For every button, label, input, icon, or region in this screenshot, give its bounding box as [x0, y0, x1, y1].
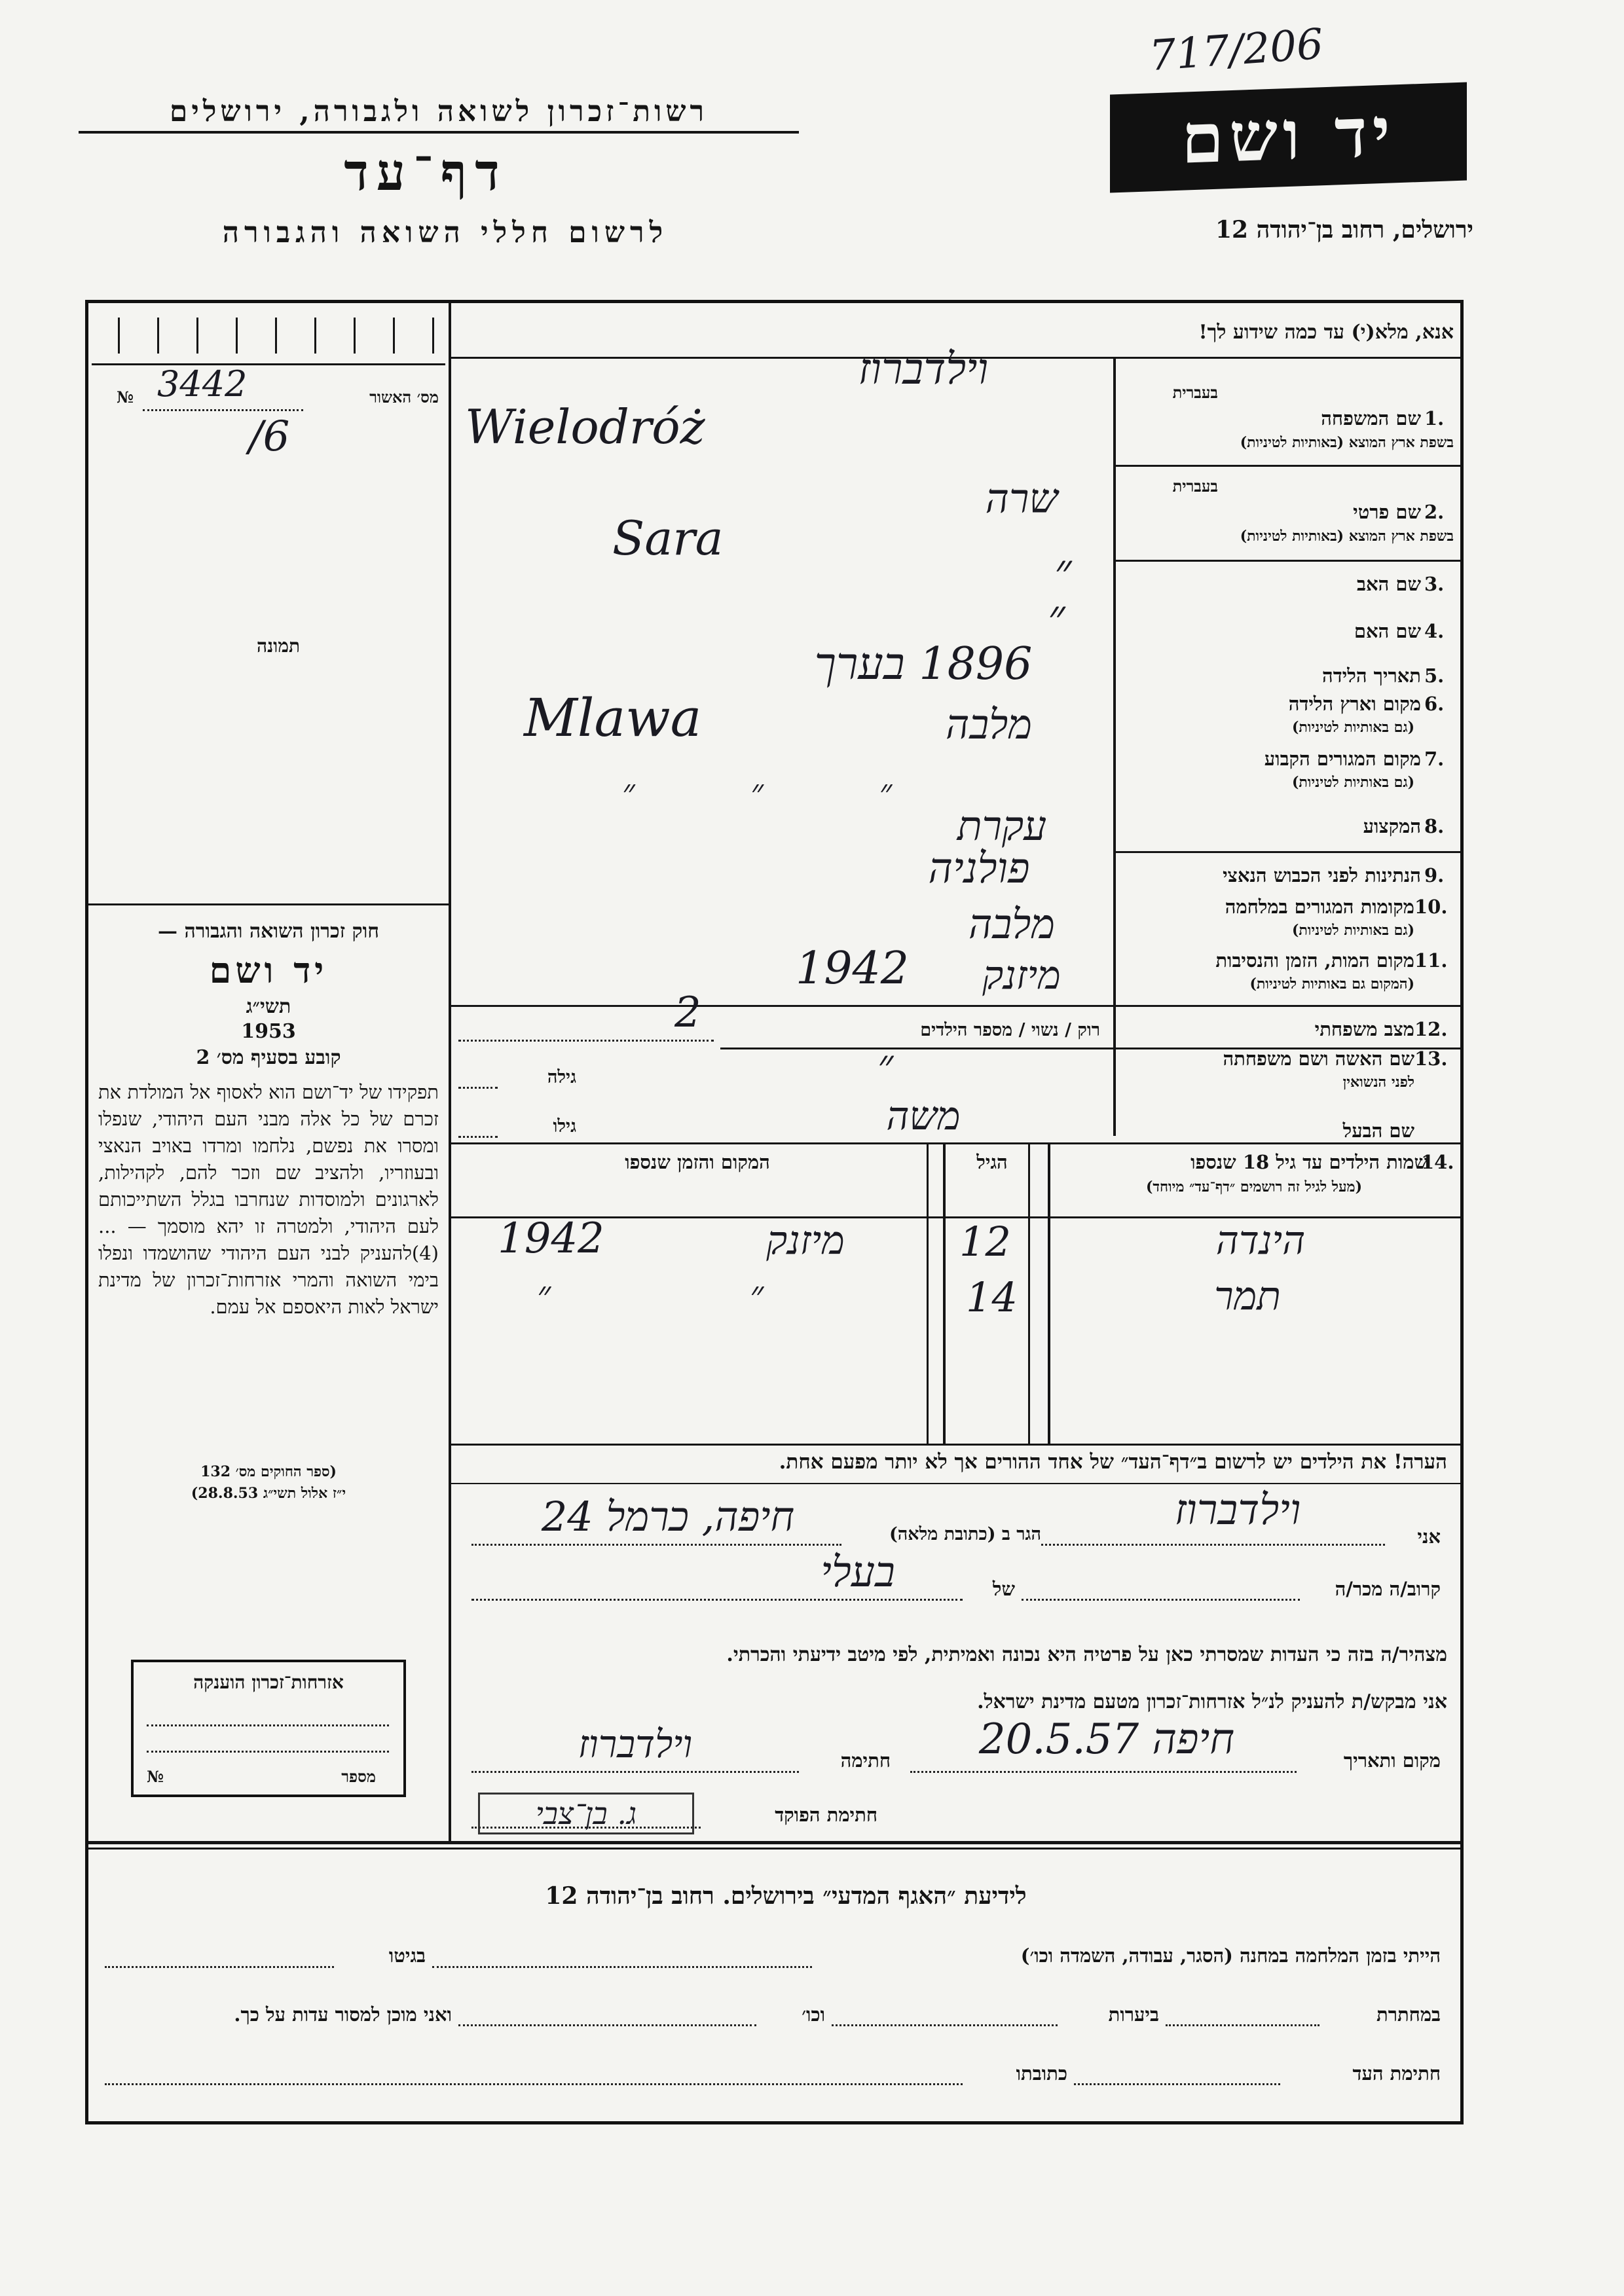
info-witness-signature: חתימת העד	[1352, 2062, 1441, 2085]
official-stamp: ג. בן־צבי	[478, 1793, 694, 1834]
birth-date: 1896 בערך	[814, 638, 1033, 690]
authority-name: רשות־זכרון לשואה ולגבורה, ירושלים	[169, 95, 709, 128]
info-line2-field-a	[1166, 2024, 1320, 2026]
husband-age-line	[458, 1136, 498, 1138]
field-13-sub: לפני הנשואין	[1342, 1074, 1414, 1091]
info-line2-field-c	[458, 2024, 756, 2026]
info-line1-label: הייתי בזמן המלחמה במחנה (הסגר, עבודה, השמדה וכו׳)	[1020, 1944, 1441, 1967]
note-rule	[451, 1483, 1460, 1484]
signature-label: חתימה	[840, 1749, 891, 1772]
row-husband-rule	[451, 1142, 1460, 1144]
label-column-divider	[1113, 357, 1116, 1136]
info-separator-top	[88, 1841, 1460, 1844]
archive-number: 717/206	[1147, 20, 1325, 81]
mother-name: ״	[1048, 589, 1065, 643]
field-13-num: 13.	[1414, 1048, 1448, 1070]
info-line3-field-a	[1074, 2083, 1280, 2085]
info-line3-field-b	[105, 2083, 963, 2085]
info-willing: ואני מוכן למסור עדות על כך.	[234, 2003, 452, 2026]
relation: בעלי	[821, 1548, 895, 1597]
field-11-sub: (המקום גם באותיות לטיניות)	[1249, 975, 1414, 993]
info-line1-end: בגיטו	[388, 1944, 426, 1967]
child-2-name: תמר	[1214, 1273, 1281, 1319]
children-col-1	[1048, 1144, 1050, 1446]
children-col-4	[927, 1144, 929, 1446]
child-2-place: ״	[750, 1273, 764, 1316]
field-3-num: 3.	[1424, 573, 1445, 595]
field-1-num: 1.	[1424, 407, 1445, 429]
death-year: 1942	[796, 943, 910, 994]
child-1-name: הינדה	[1215, 1218, 1306, 1264]
field-8-num: 8.	[1424, 815, 1445, 837]
law-ref-2: י״ז אלול תשי״ג 28.8.53)	[191, 1485, 346, 1502]
death-place: מיזנק	[982, 953, 1061, 998]
info-title: לידיעת ״האגף המדעי״ בירושלים. רחוב בן־יהודה 12	[545, 1882, 1027, 1910]
children-num: 14.	[1421, 1151, 1454, 1173]
child-2-year: ״	[537, 1273, 551, 1316]
citizenship-box	[131, 1660, 406, 1797]
field-11-label: מקום המות, הזמן והנסיבות	[1215, 949, 1414, 972]
address: ירושלים, רחוב בן־יהודה 12	[1215, 216, 1473, 244]
place-date: חיפה 20.5.57	[978, 1715, 1235, 1764]
field-11-num: 11.	[1414, 949, 1448, 972]
children-col-2	[1028, 1144, 1030, 1446]
child-1-age: 12	[959, 1218, 1011, 1266]
form-intro: אנא, מלא(י) עד כמה שידוע לך!	[1198, 321, 1454, 344]
info-line2-field-b	[832, 2024, 1058, 2026]
children-col-3	[943, 1144, 946, 1446]
declarant-name: וילדברוז	[1174, 1486, 1301, 1535]
field-7-num: 7.	[1424, 748, 1445, 770]
children-bottom-rule	[451, 1444, 1460, 1446]
law-year-heb: תשי״ג	[246, 995, 291, 1018]
child-2-age: 14	[966, 1273, 1018, 1321]
first-name-latin: Sara	[612, 511, 724, 566]
father-name: ״	[1054, 543, 1072, 597]
residence-value: ״ ״ ״	[622, 773, 945, 812]
i-label: אני	[1417, 1525, 1441, 1548]
relative-line	[1022, 1599, 1300, 1601]
wife-age-label: גילה	[547, 1067, 576, 1087]
cert-number: 3442	[157, 363, 248, 405]
field-12-label: מצב משפחתי	[1314, 1018, 1414, 1040]
cert-no-sign: №	[117, 388, 134, 407]
wartime-residence-value: מלבה	[969, 900, 1055, 948]
surname-hebrew: וילדברוז	[858, 344, 989, 394]
photo-box-rule	[88, 903, 449, 905]
field-10-num: 10.	[1414, 896, 1448, 918]
field-13-label: שם האשה ושם משפחתה	[1223, 1048, 1414, 1070]
law-clause: קובע בסעיף מס׳ 2	[196, 1046, 341, 1069]
field-10-label: מקומות המגורים במלחמה	[1225, 896, 1414, 918]
residing-label: הגר ב (כתובת מלאה)	[889, 1524, 1041, 1544]
relation-line	[471, 1599, 963, 1601]
field-10-sub: (גם באותיות לטיניות)	[1291, 922, 1414, 939]
children-title: שמות הילדים עד גיל 18 שנספו	[1190, 1151, 1428, 1173]
husband-age-label: גילו	[553, 1116, 576, 1137]
field-7-label: מקום המגורים הקבוע	[1264, 748, 1421, 770]
row-11-rule	[451, 1005, 1460, 1007]
cert-sub: /6	[249, 412, 290, 461]
logo-text: יד ושם	[1181, 91, 1395, 179]
form-subtitle: לרשום חללי השואה והגבורה	[222, 216, 669, 249]
law-name: יד ושם	[209, 949, 328, 991]
request-text: אני מבקש/ת להעניק לנ״ל אזרחות־זכרון מטעם מדינת ישראל.	[977, 1690, 1447, 1713]
header-rule	[79, 131, 799, 134]
field-9-num: 9.	[1424, 864, 1445, 886]
row-8-rule	[1113, 851, 1460, 853]
place-date-label: מקום ותאריך	[1343, 1749, 1441, 1772]
field-9-label: הנתינות לפני הכבוש הנאצי	[1223, 864, 1421, 886]
in-hebrew-1: בעברית	[1172, 383, 1218, 402]
child-1-year: 1942	[498, 1214, 604, 1263]
occupation-value: עקרת	[957, 802, 1047, 850]
field-2-label: שם פרטי	[1353, 501, 1421, 523]
signature: וילדברוז	[578, 1722, 693, 1766]
field-8-label: המקצוע	[1363, 815, 1421, 837]
first-name-hebrew: שרה	[985, 475, 1058, 522]
husband-label: שם הבעל	[1342, 1120, 1414, 1142]
address-line	[471, 1544, 841, 1546]
field-4-num: 4.	[1424, 620, 1445, 642]
yad-vashem-logo	[1110, 82, 1467, 192]
place-date-line	[910, 1771, 1297, 1773]
citizenship-no-sign: №	[147, 1767, 164, 1786]
photo-label: תמונה	[256, 635, 301, 657]
place-header: המקום והזמן שנספו	[625, 1151, 770, 1173]
of-label: של	[992, 1578, 1015, 1600]
tick-boxes	[92, 308, 445, 365]
marital-line	[458, 1040, 714, 1042]
law-title: חוק זכרון השואה והגבורה —	[158, 920, 379, 943]
child-1-place: מיזנק	[766, 1218, 845, 1264]
field-6-label: מקום וארץ הלידה	[1288, 693, 1421, 715]
field-3-label: שם האב	[1356, 573, 1421, 595]
row-1-rule	[1113, 465, 1460, 467]
field-6-num: 6.	[1424, 693, 1445, 715]
declaration-text: מצהיר/ה בזה כי העדות שמסרתי כאן על פרטיה היא נכונה ואמיתית, לפי מיטב ידיעתי והכרתי.	[726, 1643, 1447, 1666]
cert-label: מס׳ האשור	[369, 388, 439, 407]
field-1-sub: בשפת ארץ המוצא (באותיות לטיניות)	[1240, 434, 1454, 451]
children-count: 2	[674, 989, 701, 1037]
left-column-divider	[449, 302, 451, 1841]
law-year: 1953	[241, 1020, 296, 1043]
info-line1-field	[432, 1966, 812, 1968]
official-label: חתימת הפוקד	[775, 1804, 877, 1826]
wife-name: ״	[877, 1041, 894, 1089]
field-1-label: שם המשפחה	[1321, 407, 1421, 429]
field-12-num: 12.	[1414, 1018, 1448, 1040]
field-7-sub: (גם באותיות לטיניות)	[1291, 774, 1414, 791]
relative-label: קרוב/ה מכר/ה	[1335, 1578, 1441, 1600]
field-5-label: תאריך הלידה	[1322, 665, 1421, 687]
surname-latin: Wielodrόż	[465, 399, 705, 454]
cert-number-line	[143, 409, 303, 411]
in-hebrew-2: בעברית	[1172, 477, 1218, 496]
law-ref-1: (ספר החוקים מס׳ 132	[200, 1463, 337, 1480]
birthplace-hebrew: מלבה	[946, 701, 1032, 748]
field-2-sub: בשפת ארץ המוצא (באותיות לטיניות)	[1240, 528, 1454, 545]
field-2-num: 2.	[1424, 501, 1445, 523]
husband-name: משה	[886, 1093, 961, 1139]
row-2-rule	[1113, 560, 1460, 562]
field-6-sub: (גם באותיות לטיניות)	[1291, 719, 1414, 736]
citizenship-value: פולניה	[928, 845, 1030, 893]
note: הערה! את הילדים יש לרשום ב״דף־העד״ של אחד ההורים אך לא יותר מפעם אחת.	[779, 1450, 1447, 1474]
info-forests: ביערות	[1108, 2003, 1159, 2026]
birthplace-latin: Mlawa	[524, 687, 702, 748]
citizenship-box-title: אזרחות־זכרון הוענקה	[193, 1671, 344, 1693]
info-address: כתובתו	[1016, 2062, 1067, 2085]
law-text: תפקידו של יד־ושם הוא לאסוף אל המולדת את זכרם של כל אלה מבני העם היהודי, שנפלו ומסרו את נפשם, נלחמו ומרדו באויב הנאצי ובעוזריו, ולהציב שם וזכר להם, לקהילות, לארגונים ולמוסדות שנחרבו בגלל השתייכותם לעם היהודי, ולמטרה זו יהא מוסמך — ...(4)להעניק לבני העם היהודי שהושמדו ונפלו בימי השואה והמרי אזרחות־זכרון של מדינת ישראל לאות היאספם אל עמם.	[98, 1081, 439, 1318]
children-subtitle: (מעל לגיל זה רושמים ״דף־עד״ מיוחד)	[1145, 1178, 1363, 1195]
form-title: דף־עד	[344, 143, 507, 202]
declarant-address: חיפה, כרמל 24	[541, 1493, 795, 1540]
info-underground: במחתרת	[1376, 2003, 1441, 2026]
info-separator-bottom	[88, 1848, 1460, 1850]
field-5-num: 5.	[1424, 665, 1445, 687]
info-line1-ghetto	[105, 1966, 334, 1968]
age-header: הגיל	[976, 1151, 1008, 1173]
declarant-name-line	[1041, 1544, 1385, 1546]
info-etc: וכו׳	[802, 2003, 825, 2026]
citizenship-number-label: מספר	[341, 1767, 376, 1786]
field-4-label: שם האם	[1354, 620, 1421, 642]
wife-age-line	[458, 1087, 498, 1089]
signature-line	[471, 1771, 799, 1773]
marital-options: רוק / נשוי / מספר הילדים	[920, 1020, 1100, 1040]
